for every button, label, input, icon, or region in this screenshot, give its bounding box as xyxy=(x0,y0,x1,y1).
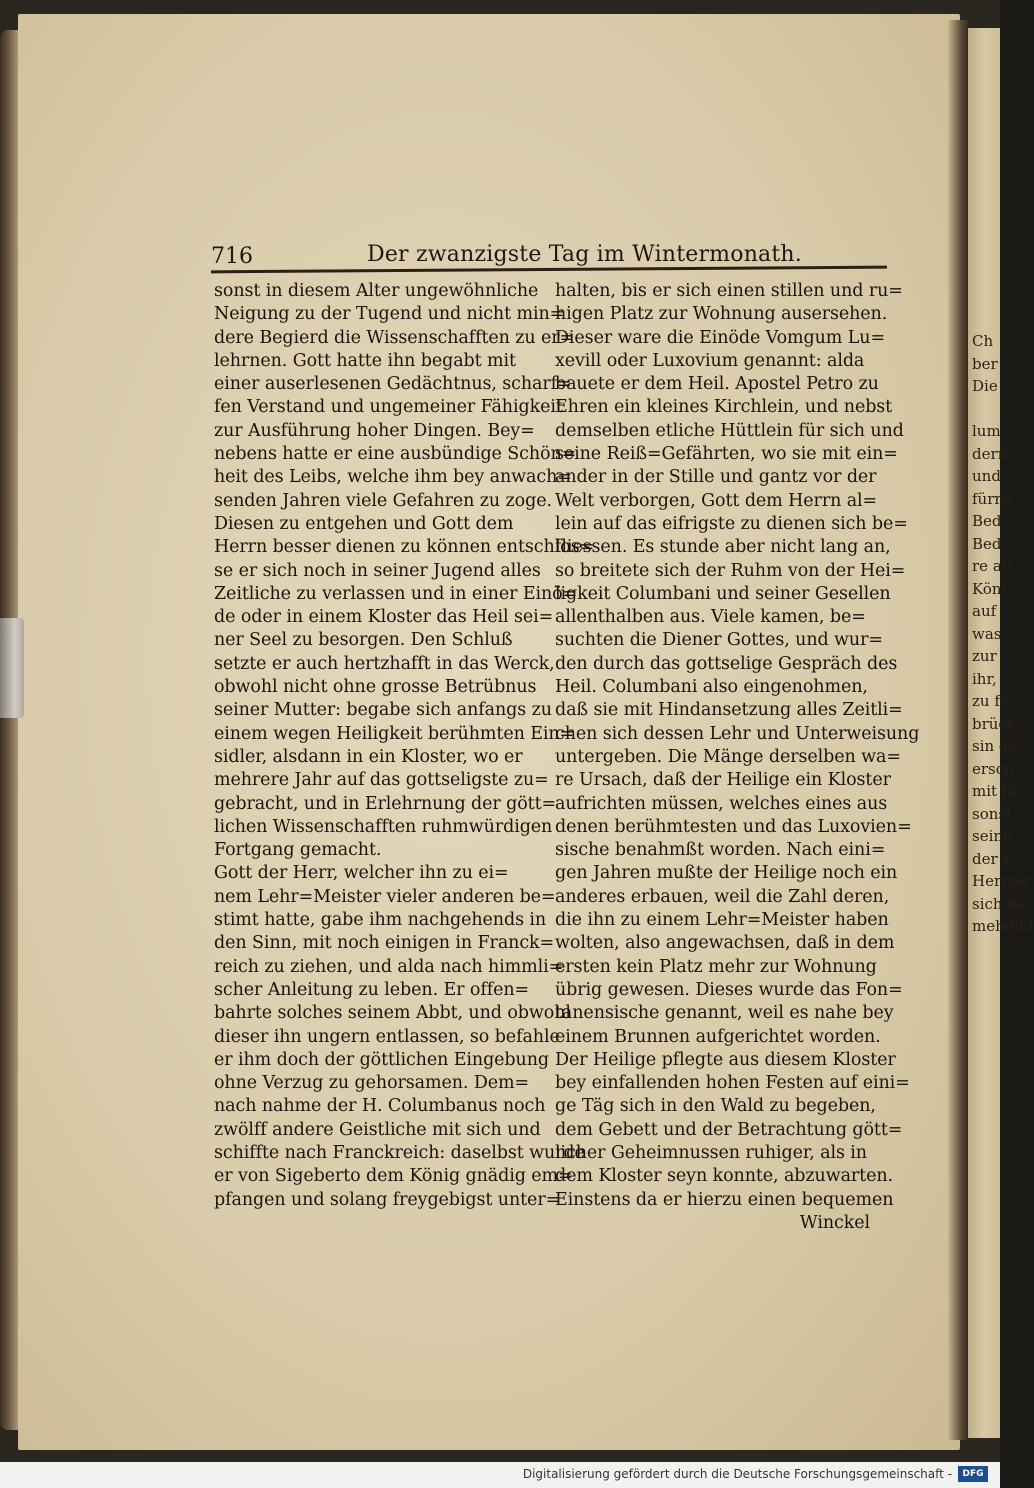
page-clip xyxy=(0,618,24,718)
text-line: dieser ihn ungern entlassen, so befahle xyxy=(214,1026,560,1047)
text-line: senden Jahren viele Gefahren zu zoge. xyxy=(214,490,552,511)
facing-page-fragment: Ch xyxy=(972,332,994,350)
text-line: ner Seel zu besorgen. Den Schluß xyxy=(214,630,513,651)
text-line: schiffte nach Franckreich: daselbst wurde xyxy=(214,1142,585,1163)
text-line: de oder in einem Kloster das Heil sei= xyxy=(214,607,554,628)
text-line: Dieser ware die Einöde Vomgum Lu= xyxy=(555,327,886,348)
text-line: higen Platz zur Wohnung ausersehen. xyxy=(555,304,888,325)
facing-page-fragment: auf xyxy=(972,602,997,620)
text-line: untergeben. Die Mänge derselben wa= xyxy=(555,746,901,767)
text-line: Herrn besser dienen zu können entschlos= xyxy=(214,537,595,558)
text-line: nebens hatte er eine ausbündige Schön= xyxy=(214,444,577,465)
text-line: re Ursach, daß der Heilige ein Kloster xyxy=(555,770,891,791)
facing-page-fragment: dern xyxy=(972,444,1008,463)
text-line: Ehren ein kleines Kirchlein, und nebst xyxy=(555,397,893,418)
text-line: suchten die Diener Gottes, und wur= xyxy=(555,630,883,651)
text-line: chen sich dessen Lehr und Unterweisung xyxy=(555,723,920,744)
text-line: wolten, also angewachsen, daß in dem xyxy=(555,933,895,954)
text-line: nem Lehr=Meister vieler anderen be= xyxy=(214,886,556,907)
text-line: einer auserlesenen Gedächtnus, scharf= xyxy=(214,374,572,395)
facing-page-fragment: Bed xyxy=(972,512,1002,530)
text-line: Welt verborgen, Gott dem Herrn al= xyxy=(555,490,878,511)
text-line: anderes erbauen, weil die Zahl deren, xyxy=(555,886,890,907)
facing-page-fragment: seine xyxy=(972,827,1012,845)
text-line: den durch das gottselige Gespräch des xyxy=(555,653,898,674)
facing-page-fragment xyxy=(972,398,1000,421)
facing-page-fragment: Die xyxy=(972,377,998,395)
facing-page-fragment: ersch xyxy=(972,759,1014,778)
text-line: aufrichten müssen, welches eines aus xyxy=(555,793,888,814)
text-line: mehrere Jahr auf das gottseligste zu= xyxy=(214,770,549,791)
text-line: bahrte solches seinem Abbt, und obwohl xyxy=(214,1003,571,1024)
text-line: Neigung zu der Tugend und nicht min= xyxy=(214,304,565,325)
text-line: lehrnen. Gott hatte ihn begabt mit xyxy=(214,350,516,371)
text-line: heit des Leibs, welche ihm bey anwach= xyxy=(214,467,572,488)
text-line: bauete er dem Heil. Apostel Petro zu xyxy=(555,374,879,395)
facing-page-fragment: fürne xyxy=(972,489,1013,508)
facing-page-fragment: sonst xyxy=(972,804,1013,823)
text-line: den Sinn, mit noch einigen in Franck= xyxy=(214,933,555,954)
text-line: lichen Wissenschafften ruhmwürdigen xyxy=(214,816,553,837)
text-line: scher Anleitung zu leben. Er offen= xyxy=(214,979,530,1000)
text-line: fliessen. Es stunde aber nicht lang an, xyxy=(555,537,891,558)
book-gutter xyxy=(948,20,970,1440)
text-line: licher Geheimnussen ruhiger, als in xyxy=(555,1142,867,1163)
text-line: bey einfallenden hohen Festen auf eini= xyxy=(555,1073,910,1094)
text-line: die ihn zu einem Lehr=Meister haben xyxy=(555,910,889,931)
text-line: tanensische genannt, weil es nahe bey xyxy=(555,1003,894,1024)
text-line: zur Ausführung hoher Dingen. Bey= xyxy=(214,420,535,441)
text-line: nach nahme der H. Columbanus noch xyxy=(214,1096,546,1117)
facing-page-fragment: sich be xyxy=(972,894,1026,913)
right-text-column xyxy=(555,280,920,1235)
text-line: ander in der Stille und gantz vor der xyxy=(555,467,877,488)
facing-page-fragment: ber xyxy=(972,354,998,373)
text-line: er ihm doch der göttlichen Eingebung xyxy=(214,1049,549,1070)
facing-page-fragment: Köni xyxy=(972,579,1007,598)
facing-page-fragment: zu fo xyxy=(972,692,1009,710)
text-line: obwohl nicht ohne grosse Betrübnus xyxy=(214,677,537,698)
text-line: Gott der Herr, welcher ihn zu ei= xyxy=(214,863,509,884)
text-line: er von Sigeberto dem König gnädig em= xyxy=(214,1166,573,1187)
text-line: dere Begierd die Wissenschafften zu er= xyxy=(214,327,575,348)
page-number: 716 xyxy=(211,244,253,269)
facing-page-text-fragments xyxy=(972,330,1034,938)
facing-page-fragment: lum xyxy=(972,422,1001,440)
facing-page-fragment: Bedo xyxy=(972,534,1011,553)
text-line: gen Jahren mußte der Heilige noch ein xyxy=(555,863,898,884)
left-text-column xyxy=(214,280,595,1212)
text-line: halten, bis er sich einen stillen und ru= xyxy=(555,281,903,301)
text-line: zwölff andere Geistliche mit sich und xyxy=(214,1119,541,1140)
text-line: reich zu ziehen, und alda nach himmli= xyxy=(214,956,564,977)
text-line: ohne Verzug zu gehorsamen. Dem= xyxy=(214,1073,530,1094)
facing-page-fragment: was xyxy=(972,624,1002,643)
text-line: Zeitliche zu verlassen und in einer Einö= xyxy=(214,583,578,604)
text-line: Diesen zu entgehen und Gott dem xyxy=(214,513,514,534)
text-line: Der Heilige pflegte aus diesem Kloster xyxy=(555,1049,896,1070)
text-line: denen berühmtesten und das Luxovien= xyxy=(555,816,912,837)
text-line: ge Täg sich in den Wald zu begeben, xyxy=(555,1096,876,1117)
text-line: Einstens da er hierzu einen bequemen xyxy=(555,1189,894,1210)
text-line: einem wegen Heiligkeit berühmten Ein= xyxy=(214,723,575,744)
facing-page-fragment: zur xyxy=(972,647,997,665)
text-line: allenthalben aus. Viele kamen, be= xyxy=(555,607,866,628)
facing-page-fragment: sin ge xyxy=(972,737,1018,755)
facing-page-fragment: und xyxy=(972,467,1001,485)
text-line: se er sich noch in seiner Jugend alles xyxy=(214,560,541,581)
text-line: seiner Mutter: begabe sich anfangs zu xyxy=(214,700,552,721)
text-line: Fortgang gemacht. xyxy=(214,840,382,861)
text-line: demselben etliche Hüttlein für sich und xyxy=(555,420,904,441)
text-line: seine Reiß=Gefährten, wo sie mit ein= xyxy=(555,444,898,465)
text-line: ligkeit Columbani und seiner Gesellen xyxy=(555,583,891,604)
text-line: daß sie mit Hindansetzung alles Zeitli= xyxy=(555,700,903,721)
running-title: Der zwanzigste Tag im Wintermonath. xyxy=(367,242,802,267)
text-line: fen Verstand und ungemeiner Fähigkeit xyxy=(214,397,563,418)
facing-page-fragment: re au xyxy=(972,557,1012,575)
facing-page-fragment: mehdild xyxy=(972,917,1034,935)
text-line: sische benahmßt worden. Nach eini= xyxy=(555,840,886,861)
text-line: so breitete sich der Ruhm von der Hei= xyxy=(555,560,906,581)
digitization-footer xyxy=(0,1462,1000,1488)
facing-page-fragment: ihr, xyxy=(972,669,997,688)
text-line: Winckel xyxy=(799,1212,870,1233)
text-line: sidler, alsdann in ein Kloster, wo er xyxy=(214,746,523,767)
text-line: dem Gebett und der Betrachtung gött= xyxy=(555,1119,903,1140)
text-line: einem Brunnen aufgerichtet worden. xyxy=(555,1026,881,1047)
text-line: pfangen und solang freygebigst unter= xyxy=(214,1189,561,1210)
text-line: dem Kloster seyn konnte, abzuwarten. xyxy=(555,1166,894,1187)
facing-page-fragment: der K xyxy=(972,849,1014,868)
facing-page-fragment: Hertzer xyxy=(972,872,1032,890)
text-line: übrig gewesen. Dieses wurde das Fon= xyxy=(555,979,903,1000)
text-line: setzte er auch hertzhafft in das Werck, xyxy=(214,653,555,674)
facing-page-fragment: mit hi xyxy=(972,782,1017,800)
text-line: Heil. Columbani also eingenohmen, xyxy=(555,677,868,698)
facing-page-fragment: brück xyxy=(972,714,1016,733)
text-line: stimt hatte, gabe ihm nachgehends in xyxy=(214,910,547,931)
text-line: sonst in diesem Alter ungewöhnliche xyxy=(214,281,539,301)
text-line: xevill oder Luxovium genannt: alda xyxy=(555,350,865,371)
dfg-logo: DFG xyxy=(958,1466,988,1482)
text-line: gebracht, und in Erlehrnung der gött= xyxy=(214,793,557,814)
footer-credit: Digitalisierung gefördert durch die Deutsche Forschungsgemeinschaft - xyxy=(522,1467,952,1481)
text-line: ersten kein Platz mehr zur Wohnung xyxy=(555,956,877,977)
text-line: lein auf das eifrigste zu dienen sich be= xyxy=(555,513,908,534)
